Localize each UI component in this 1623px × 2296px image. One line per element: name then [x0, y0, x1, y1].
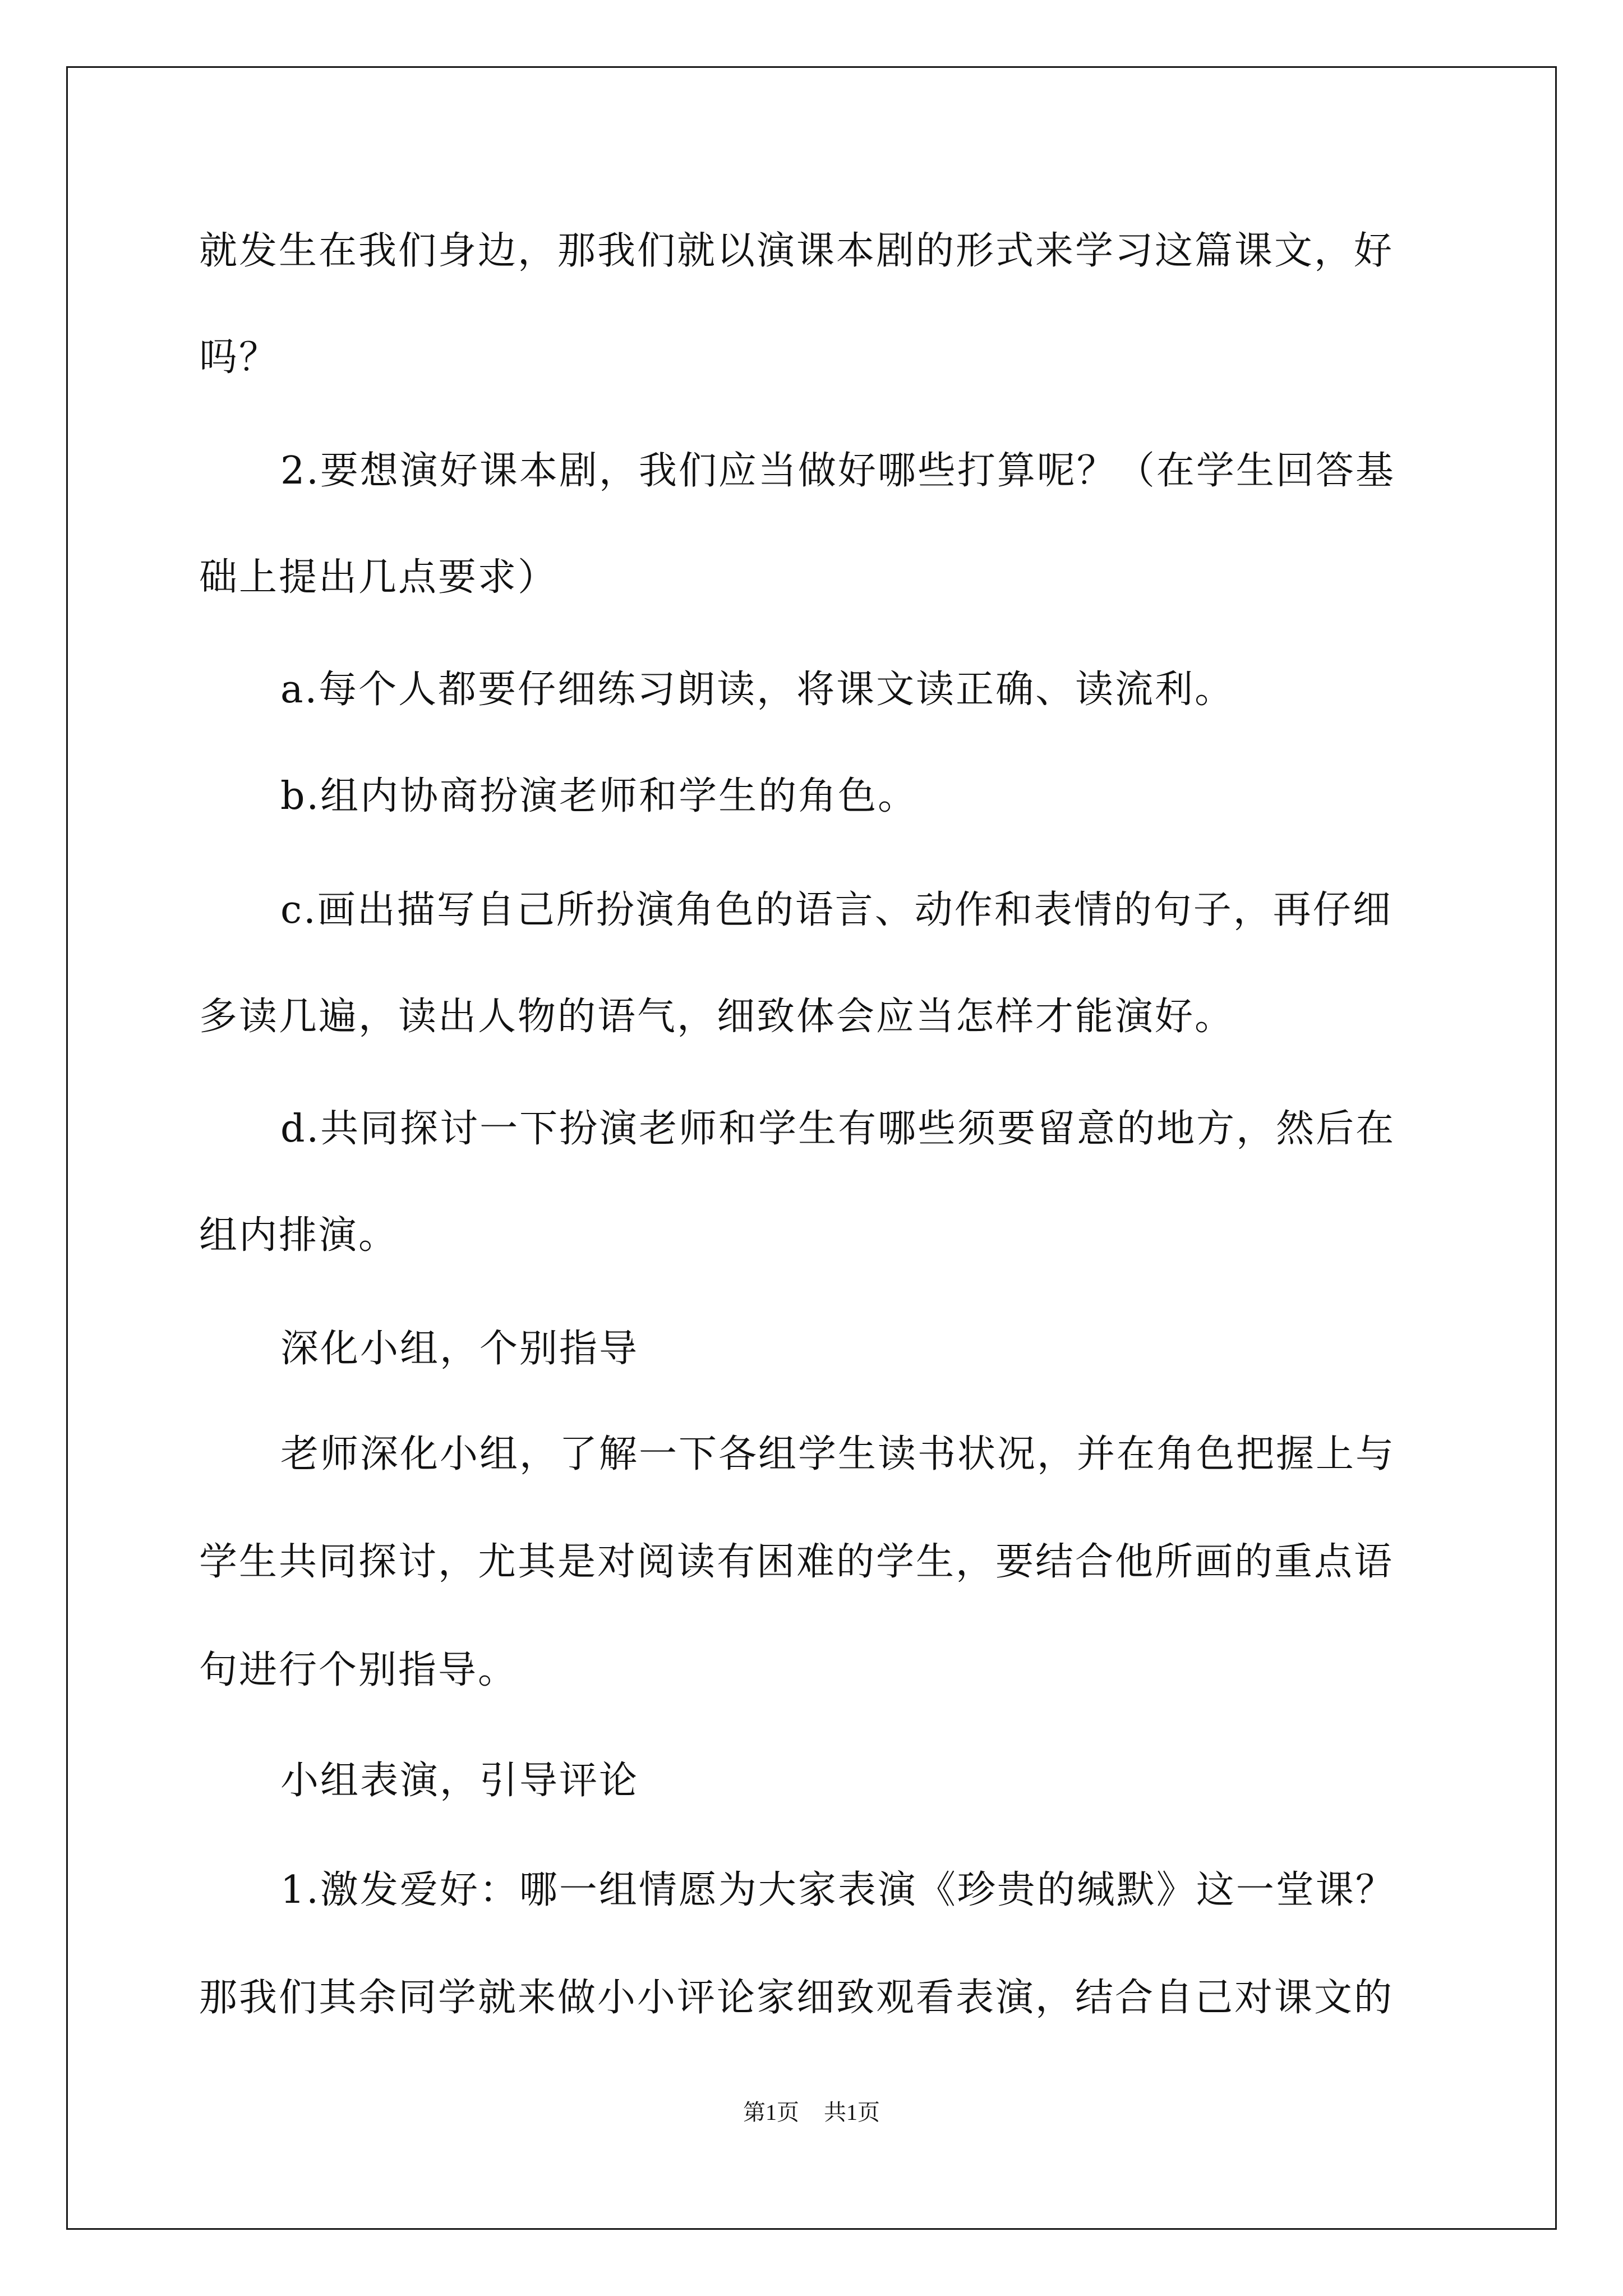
paragraph-line-6: b.组内协商扮演老师和学生的角色。 — [280, 774, 918, 818]
paragraph-line-3: 2.要想演好课本剧，我们应当做好哪些打算呢？（在学生回答基 — [280, 449, 1395, 493]
paragraph-line-8: 多读几遍，读出人物的语气，细致体会应当怎样才能演好。 — [199, 995, 1235, 1039]
paragraph-line-10: 组内排演。 — [199, 1213, 399, 1258]
page-footer — [0, 2096, 1623, 2129]
paragraph-line-9: d.共同探讨一下扮演老师和学生有哪些须要留意的地方，然后在 — [280, 1107, 1396, 1151]
paragraph-line-4: 础上提出几点要求） — [199, 555, 558, 600]
paragraph-line-14: 句进行个别指导。 — [199, 1648, 518, 1692]
paragraph-line-17: 那我们其余同学就来做小小评论家细致观看表演，结合自己对课文的 — [199, 1976, 1394, 2020]
paragraph-line-5: a.每个人都要仔细练习朗读，将课文读正确、读流利。 — [280, 668, 1235, 712]
paragraph-line-16: 1.激发爱好：哪一组情愿为大家表演《珍贵的缄默》这一堂课？ — [280, 1868, 1395, 1912]
paragraph-line-2: 吗？ — [199, 335, 279, 380]
paragraph-line-12: 老师深化小组，了解一下各组学生读书状况，并在角色把握上与 — [280, 1432, 1396, 1476]
paragraph-line-7: c.画出描写自己所扮演角色的语言、动作和表情的句子，再仔细 — [280, 888, 1393, 932]
paragraph-line-1: 就发生在我们身边，那我们就以演课本剧的形式来学习这篇课文，好 — [199, 229, 1394, 273]
page-number: 第1页 — [743, 2100, 799, 2125]
paragraph-line-13: 学生共同探讨，尤其是对阅读有困难的学生，要结合他所画的重点语 — [199, 1540, 1394, 1584]
section-heading-2: 小组表演，引导评论 — [280, 1759, 639, 1803]
page-total: 共1页 — [824, 2100, 880, 2125]
section-heading-1: 深化小组，个别指导 — [280, 1327, 639, 1371]
